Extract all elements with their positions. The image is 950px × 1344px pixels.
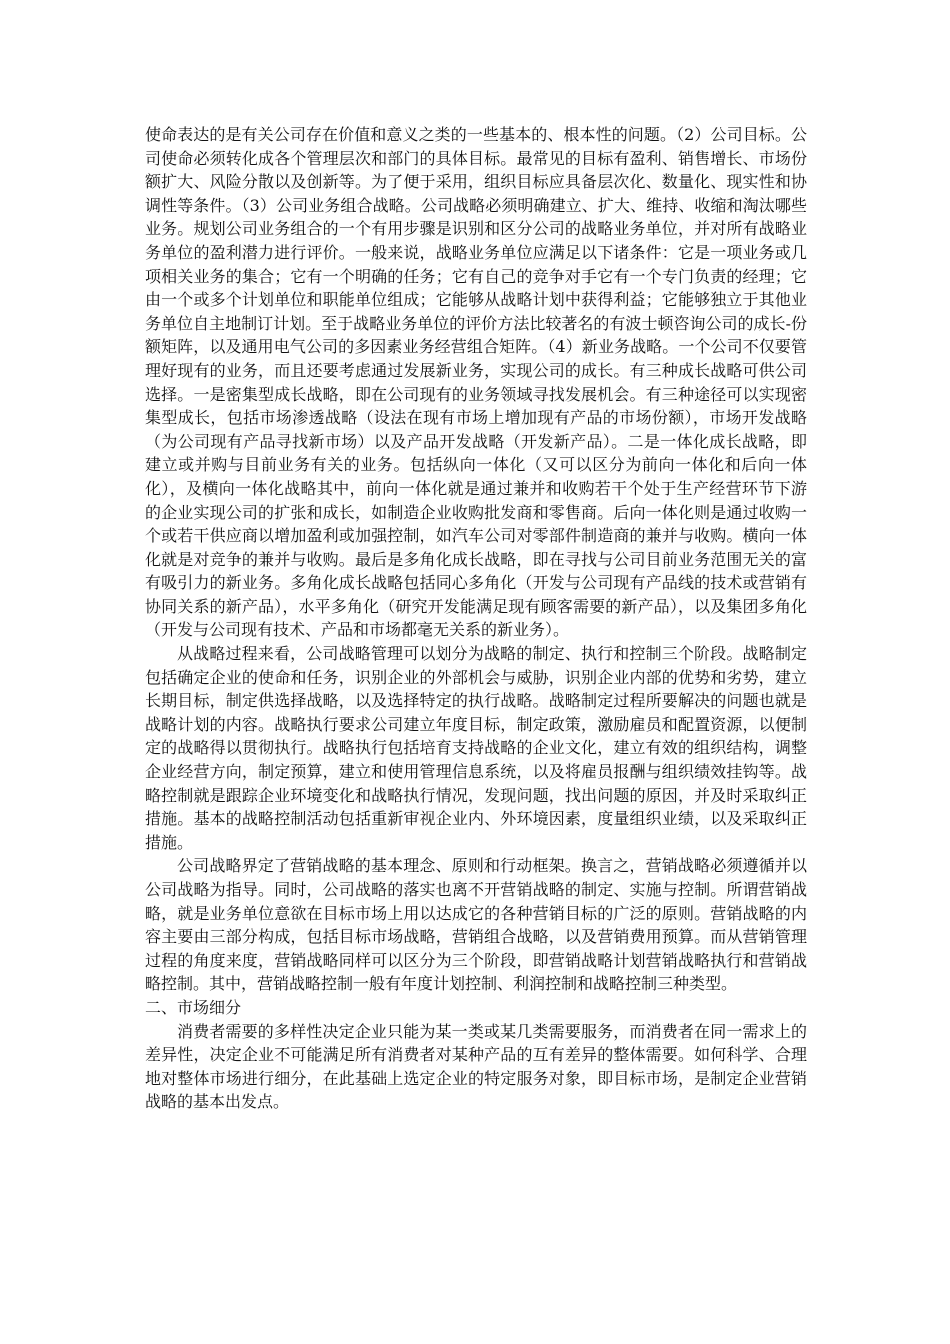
paragraph-marketing-strategy: 公司战略界定了营销战略的基本理念、原则和行动框架。换言之，营销战略必须遵循并以公司战略为指导。同时，公司战略的落实也离不开营销战略的制定、实施与控制。所谓营销战略，就是业务单位意欲在目标市场上用以达成它的各种营销目标的广泛的原则。营销战略的内容主要由三部分构成，包括目标市场战略，营销组合战略，以及营销费用预算。而从营销管理过程的角度来度，营销战略同样可以区分为三个阶段，即营销战略计划营销战略执行和营销战略控制。其中，营销战略控制一般有年度计划控制、利润控制和战略控制三种类型。 xyxy=(145,856,807,994)
document-page xyxy=(145,123,807,1114)
section-heading-market-segmentation: 二、市场细分 xyxy=(145,997,242,1017)
paragraph-corporate-strategy-components: 使命表达的是有关公司存在价值和意义之类的一些基本的、根本性的问题。（2）公司目标。公司使命必须转化成各个管理层次和部门的具体目标。最常见的目标有盈利、销售增长、市场份额扩大、风险分散以及创新等。为了便于采用，组织目标应具备层次化、数量化、现实性和协调性等条件。（3）公司业务组合战略。公司战略必须明确建立、扩大、维持、收缩和淘汰哪些业务。规划公司业务组合的一个有用步骤是识别和区分公司的战略业务单位，并对所有战略业务单位的盈利潜力进行评价。一般来说，战略业务单位应满足以下诸条件：它是一项业务或几项相关业务的集合；它有一个明确的任务；它有自己的竞争对手它有一个专门负责的经理；它由一个或多个计划单位和职能单位组成；它能够从战略计划中获得利益；它能够独立于其他业务单位自主地制订计划。至于战略业务单位的评价方法比较著名的有波士顿咨询公司的成长-份额矩阵，以及通用电气公司的多因素业务经营组合矩阵。（4）新业务战略。一个公司不仅要管理好现有的业务，而且还要考虑通过发展新业务，实现公司的成长。有三种成长战略可供公司选择。一是密集型成长战略，即在公司现有的业务领域寻找发展机会。有三种途径可以实现密集型成长，包括市场渗透战略（设法在现有市场上增加现有产品的市场份额），市场开发战略（为公司现有产品寻找新市场）以及产品开发战略（开发新产品）。二是一体化成长战略，即建立或并购与目前业务有关的业务。包括纵向一体化（又可以区分为前向一体化和后向一体化），及横向一体化战略其中，前向一体化就是通过兼并和收购若干个处于生产经营环节下游的企业实现公司的扩张和成长，如制造企业收购批发商和零售商。后向一体化则是通过收购一个或若干供应商以增加盈利或加强控制，如汽车公司对零部件制造商的兼并与收购。横向一体化就是对竞争的兼并与收购。最后是多角化成长战略，即在寻找与公司目前业务范围无关的富有吸引力的新业务。多角化成长战略包括同心多角化（开发与公司现有产品线的技术或营销有协同关系的新产品），水平多角化（研究开发能满足现有顾客需要的新产品），以及集团多角化（开发与公司现有技术、产品和市场都毫无关系的新业务）。 xyxy=(145,125,807,640)
paragraph-strategy-process: 从战略过程来看，公司战略管理可以划分为战略的制定、执行和控制三个阶段。战略制定包括确定企业的使命和任务，识别企业的外部机会与威胁，识别企业内部的优势和劣势，建立长期目标，制定供选择战略，以及选择特定的执行战略。战略制定过程所要解决的问题也就是战略计划的内容。战略执行要求公司建立年度目标，制定政策，激励雇员和配置资源，以便制定的战略得以贯彻执行。战略执行包括培育支持战略的企业文化，建立有效的组织结构，调整企业经营方向，制定预算，建立和使用管理信息系统，以及将雇员报酬与组织绩效挂钩等。战略控制就是跟踪企业环境变化和战略执行情况，发现问题，找出问题的原因，并及时采取纠正措施。基本的战略控制活动包括重新审视企业内、外环境因素，度量组织业绩，以及采取纠正措施。 xyxy=(145,644,807,852)
paragraph-market-segmentation: 消费者需要的多样性决定企业只能为某一类或某几类需要服务，而消费者在同一需求上的差异性，决定企业不可能满足所有消费者对某种产品的互有差异的整体需要。如何科学、合理地对整体市场进行细分，在此基础上选定企业的特定服务对象，即目标市场，是制定企业营销战略的基本出发点。 xyxy=(145,1021,807,1112)
